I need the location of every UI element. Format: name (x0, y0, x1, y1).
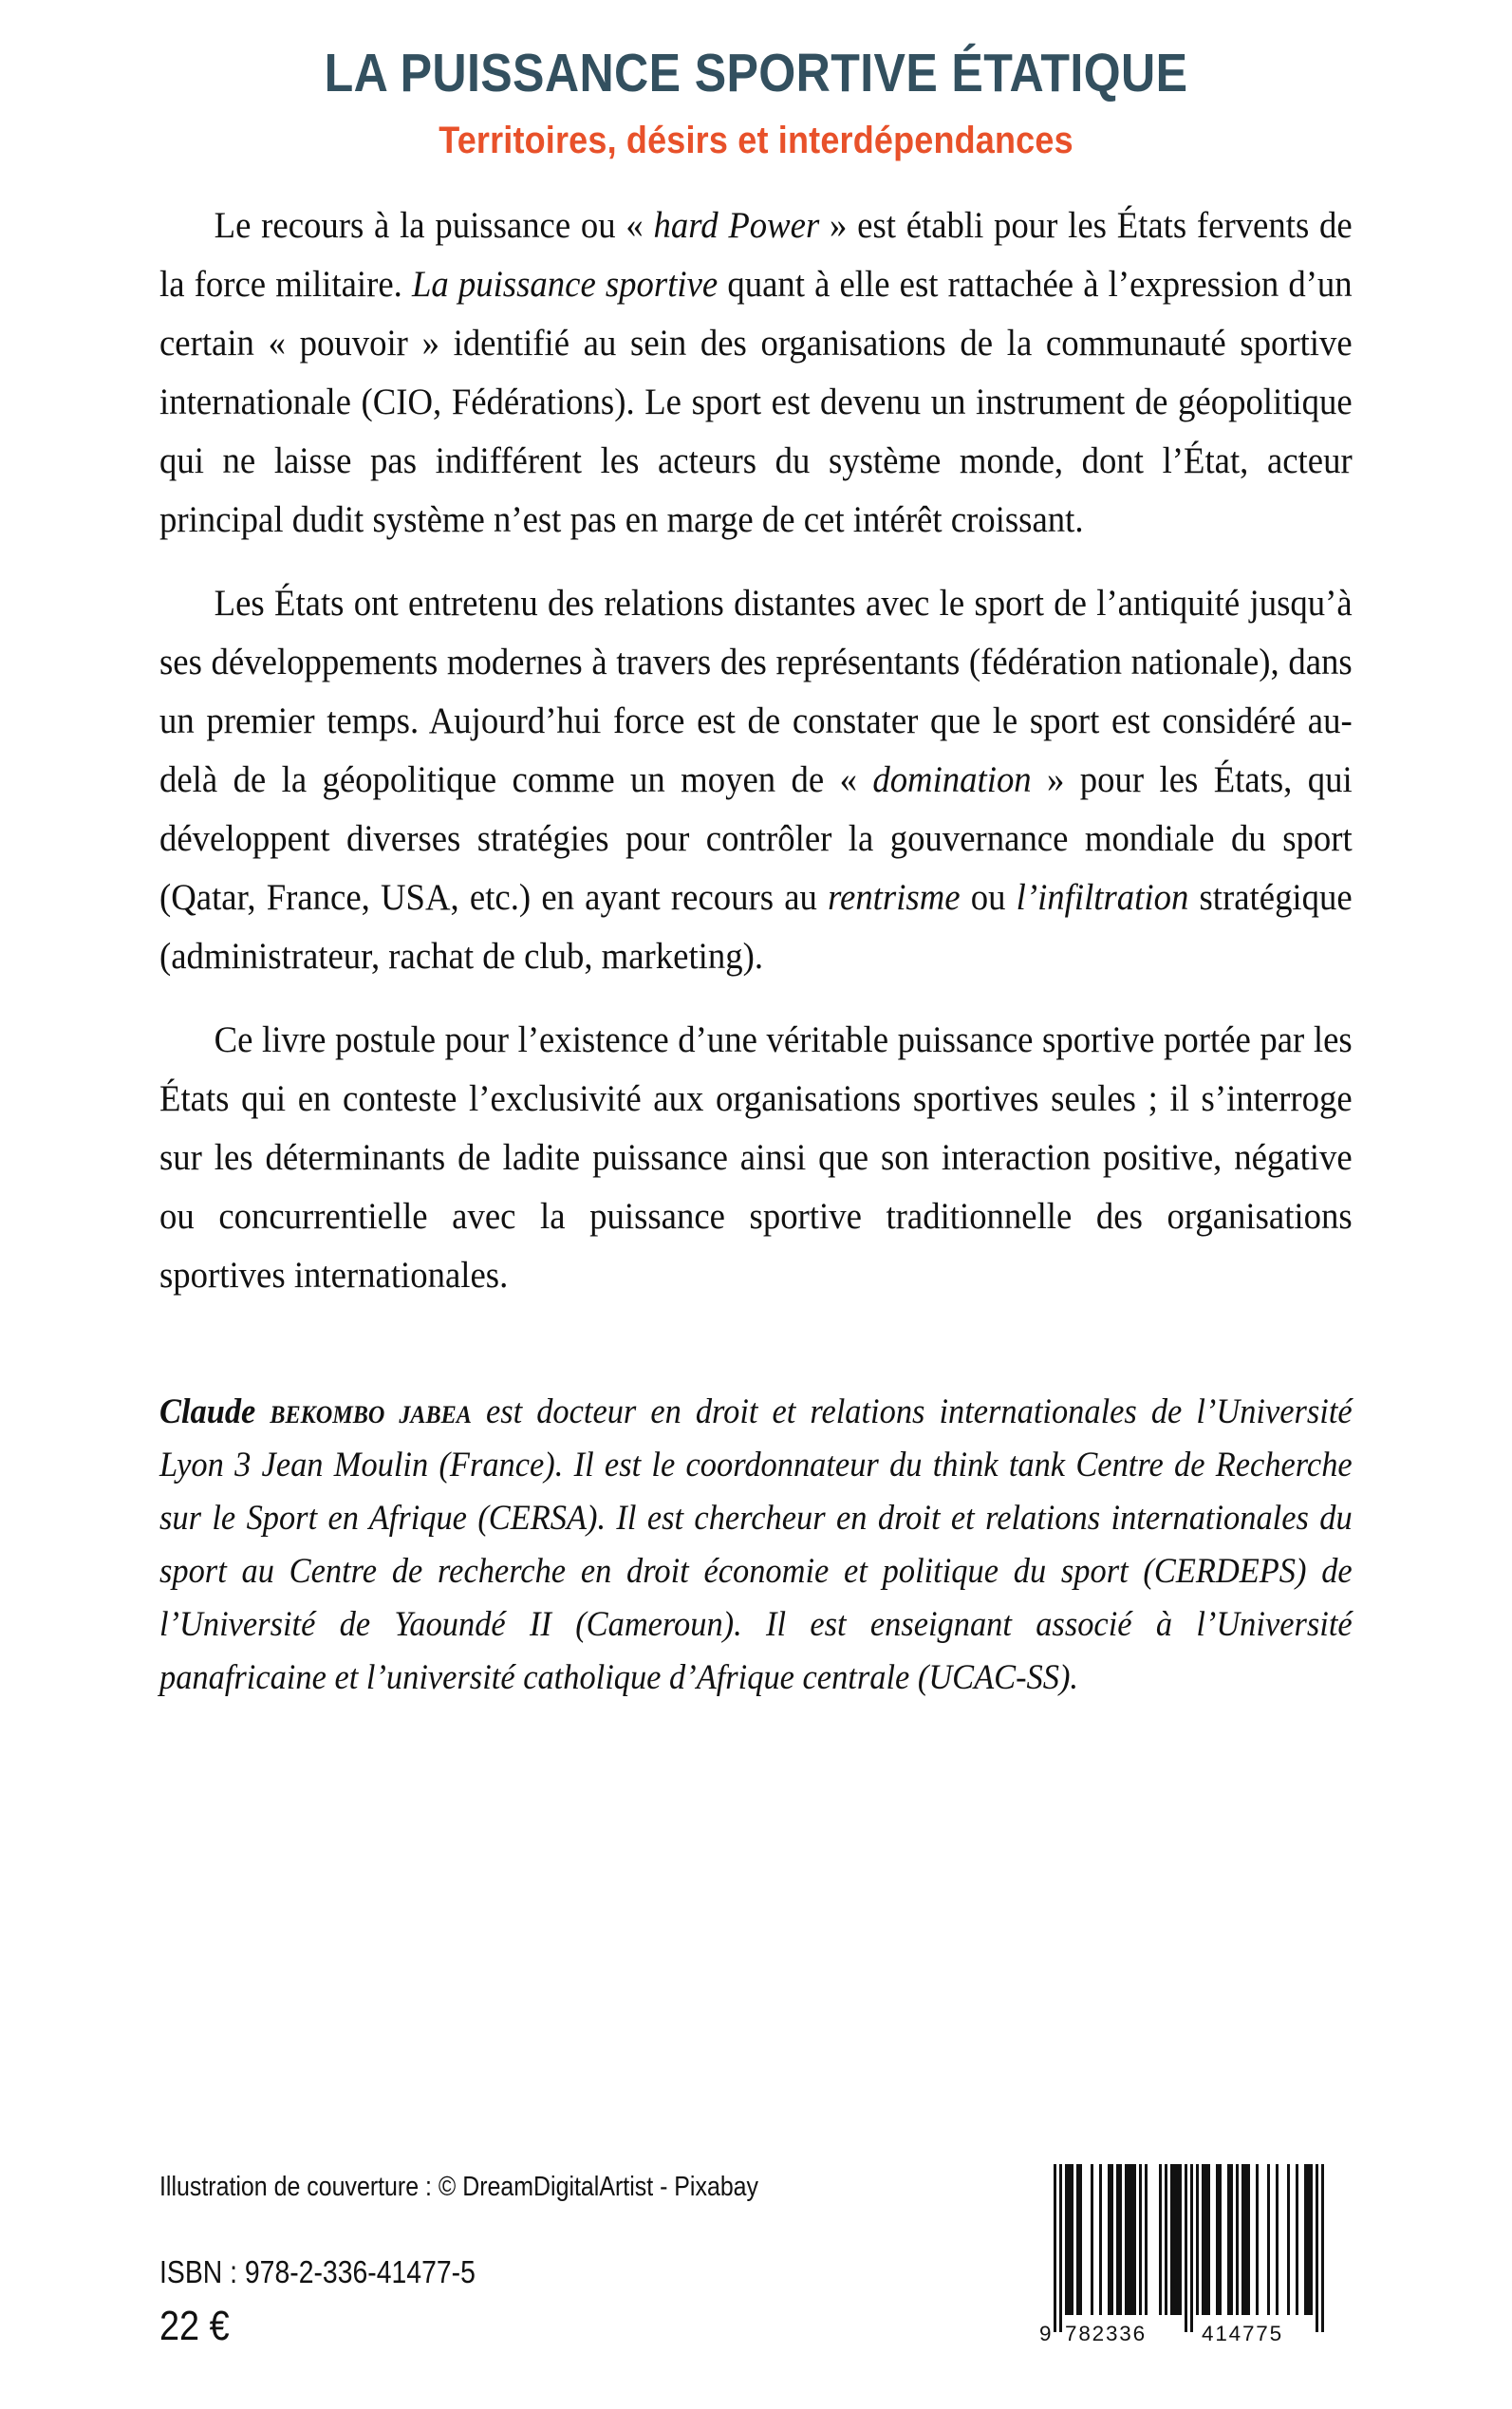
blurb-text (0, 196, 1512, 1304)
barcode-image (1034, 2147, 1353, 2346)
author-bio-text: est docteur en droit et relations internationales de l’Université Lyon 3 Jean Moulin (France). Il est le coordonnateur du think tank Centre de Recherche sur le Sport en Afrique (CERSA). Il est chercheur en droit et relations internationales du sport au Centre de recherche en droit économie et politique du sport (CERDEPS) de l’Université de Yaoundé II (Cameroun). Il est enseignant associé à l’Université panafricaine et l’université catholique d’Afrique centrale (UCAC-SS). (159, 1391, 1353, 1697)
page-title: LA PUISSANCE SPORTIVE ÉTATIQUE (324, 43, 1188, 103)
isbn-text: ISBN : 978-2-336-41477-5 (159, 2253, 476, 2289)
blurb-paragraph-3: Ce livre postule pour l’existence d’une véritable puissance sportive portée par les États qui en conteste l’exclusivité aux organisations sportives seules ; il s’interroge sur les déterminants de ladite puissance ainsi que son interaction positive, négative ou concurrentielle avec la puissance sportive traditionnelle des organisations sportives internationales. (159, 1018, 1353, 1296)
barcode-digits-right-group: 414775 (1202, 2322, 1283, 2345)
blurb-paragraph-2: Les États ont entretenu des relations distantes avec le sport de l’antiquité jusqu’à ses développements modernes à travers des représentants (fédération nationale), dans un premier temps. Aujourd’hui force est de constater que le sport est considéré au-delà de la géopolitique comme un moyen de « domination » pour les États, qui développent diverses stratégies pour contrôler la gouvernance mondiale du sport (Qatar, France, USA, etc.) en ayant recours au rentrisme ou l’infiltration stratégique (administrateur, rachat de club, marketing). (159, 581, 1353, 977)
barcode (1034, 2147, 1353, 2346)
barcode-digit-left: 9 (1039, 2322, 1052, 2345)
barcode-digits-left-group: 782336 (1065, 2322, 1147, 2345)
cover-credit: Illustration de couverture : © DreamDigitalArtist - Pixabay (159, 2171, 759, 2202)
author-first-name: Claude (159, 1391, 256, 1431)
author-bio-paragraph (159, 1386, 1353, 1705)
price-text: 22 € (159, 2303, 230, 2350)
blurb-paragraph-1: Le recours à la puissance ou « hard Power » est établi pour les États fervents de la force militaire. La puissance sportive quant à elle est rattachée à l’expression d’un certain « pouvoir » identifié au sein des organisations de la communauté sportive internationale (CIO, Fédérations). Le sport est devenu un instrument de géopolitique qui ne laisse pas indifférent les acteurs du système monde, dont l’État, acteur principal dudit système n’est pas en marge de cet intérêt croissant. (159, 203, 1353, 540)
title-block (0, 0, 1512, 161)
author-last-name: bekombo jabea (270, 1391, 472, 1431)
author-bio (0, 1386, 1512, 1705)
footer (0, 2096, 1512, 2409)
footer-left-column (159, 2171, 758, 2352)
page-subtitle: Territoires, désirs et interdépendances (439, 119, 1073, 161)
